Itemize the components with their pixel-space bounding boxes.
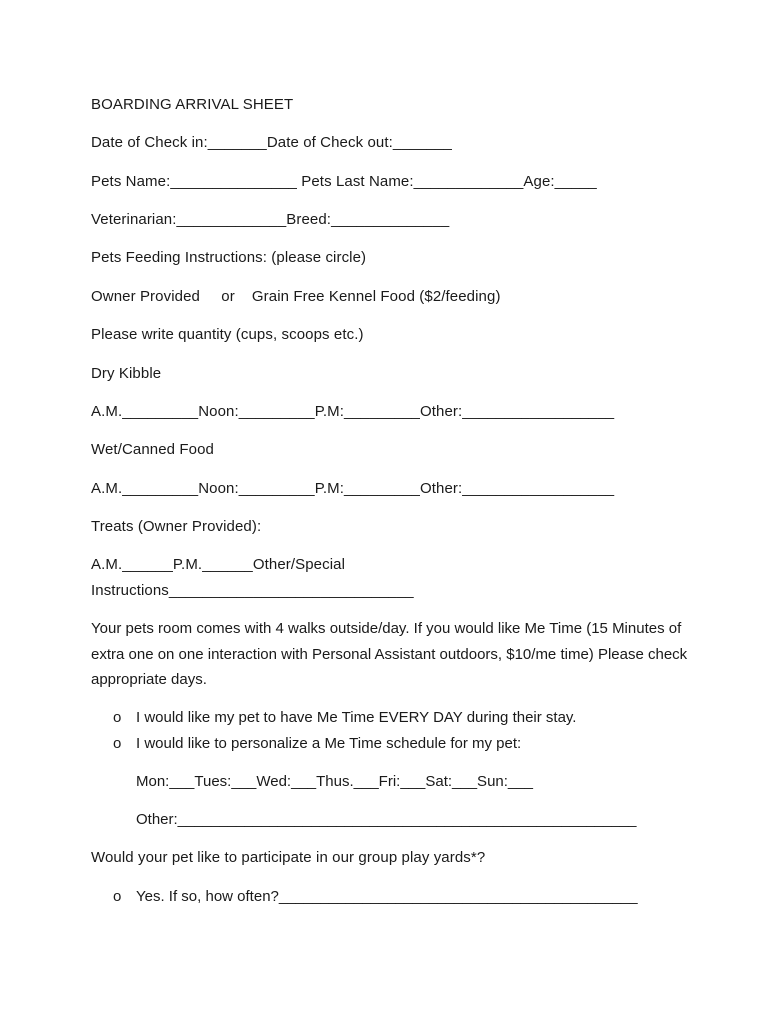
bullet-marker: o <box>113 735 122 752</box>
quantity-note: Please write quantity (cups, scoops etc.) <box>91 326 364 343</box>
feeding-options: Owner Provided or Grain Free Kennel Food ($2/feeding) <box>91 288 501 305</box>
wet-food-field: A.M._________Noon:_________P.M:_________Other:__________________ <box>91 480 615 497</box>
me-time-personalize-option: I would like to personalize a Me Time schedule for my pet: <box>136 735 522 752</box>
special-instructions-field: Instructions_____________________________ <box>91 582 414 599</box>
bullet-marker: o <box>113 888 122 905</box>
group-play-frequency-field: Yes. If so, how often?___________________________________________ <box>136 888 638 905</box>
treats-label: Treats (Owner Provided): <box>91 518 262 535</box>
dry-kibble-label: Dry Kibble <box>91 365 162 382</box>
walks-paragraph: Your pets room comes with 4 walks outside/day. If you would like Me Time (15 Minutes of extra one on one interaction with Personal Assistant outdoors, $10/me time) Please check appropriate days. <box>91 620 688 688</box>
me-time-every-day-option: I would like my pet to have Me Time EVERY DAY during their stay. <box>136 709 577 726</box>
days-schedule-field: Mon:___Tues:___Wed:___Thus.___Fri:___Sat:___Sun:___ <box>136 773 533 790</box>
dry-kibble-field: A.M._________Noon:_________P.M:_________Other:__________________ <box>91 403 615 420</box>
pet-name-field: Pets Name:_______________ Pets Last Name:_____________Age:_____ <box>91 173 597 190</box>
check-dates-field: Date of Check in:_______Date of Check out:_______ <box>91 134 452 151</box>
wet-food-label: Wet/Canned Food <box>91 441 214 458</box>
treats-field: A.M.______P.M.______Other/Special <box>91 556 346 573</box>
form-title: BOARDING ARRIVAL SHEET <box>91 96 294 113</box>
other-schedule-field: Other:_______________________________________________________ <box>136 811 637 828</box>
bullet-marker: o <box>113 709 122 726</box>
veterinarian-breed-field: Veterinarian:_____________Breed:______________ <box>91 211 450 228</box>
group-play-question: Would your pet like to participate in our group play yards*? <box>91 849 486 866</box>
feeding-instructions-label: Pets Feeding Instructions: (please circle) <box>91 249 367 266</box>
